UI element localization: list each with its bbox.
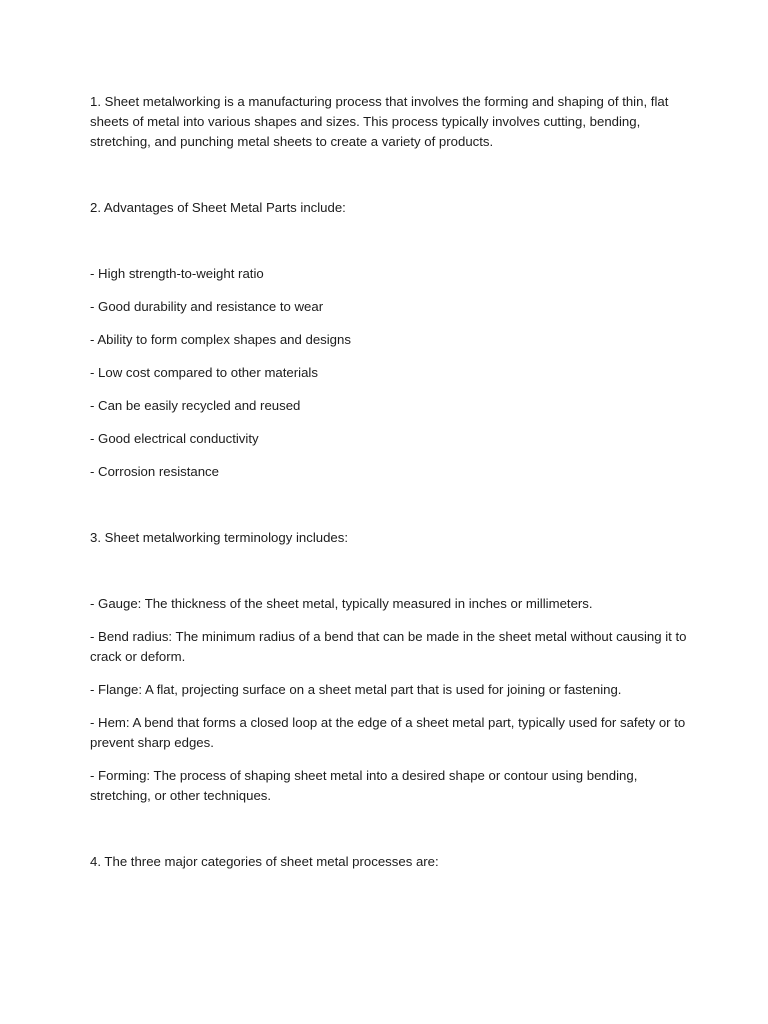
spacer <box>90 753 690 766</box>
section-4-heading: 4. The three major categories of sheet metal processes are: <box>90 854 439 869</box>
spacer <box>90 416 690 429</box>
spacer <box>90 700 690 713</box>
spacer <box>90 614 690 627</box>
terminology-item: - Gauge: The thickness of the sheet metal, typically measured in inches or millimeters. <box>90 596 593 611</box>
spacer <box>90 317 690 330</box>
terminology-item: - Forming: The process of shaping sheet metal into a desired shape or contour using bending, stretching, or other techniques. <box>90 768 638 803</box>
spacer <box>90 284 690 297</box>
spacer <box>90 218 690 264</box>
section-1-paragraph: 1. Sheet metalworking is a manufacturing process that involves the forming and shaping of thin, flat sheets of metal into various shapes and sizes. This process typically involves cutting, bending, stretching, and punching metal sheets to create a variety of products. <box>90 94 669 149</box>
section-3-heading: 3. Sheet metalworking terminology includes: <box>90 530 349 545</box>
spacer <box>90 667 690 680</box>
advantage-item: - High strength-to-weight ratio <box>90 266 264 281</box>
document-body <box>90 92 690 872</box>
advantage-item: - Corrosion resistance <box>90 464 219 479</box>
spacer <box>90 548 690 594</box>
terminology-item: - Hem: A bend that forms a closed loop at the edge of a sheet metal part, typically used for safety or to prevent sharp edges. <box>90 715 686 750</box>
terminology-item: - Bend radius: The minimum radius of a bend that can be made in the sheet metal without causing it to crack or deform. <box>90 629 687 664</box>
section-2-heading: 2. Advantages of Sheet Metal Parts include: <box>90 200 346 215</box>
advantage-item: - Good durability and resistance to wear <box>90 299 324 314</box>
advantage-item: - Can be easily recycled and reused <box>90 398 301 413</box>
spacer <box>90 383 690 396</box>
advantage-item: - Low cost compared to other materials <box>90 365 318 380</box>
spacer <box>90 449 690 462</box>
advantage-item: - Ability to form complex shapes and designs <box>90 332 351 347</box>
advantage-item: - Good electrical conductivity <box>90 431 259 446</box>
spacer <box>90 482 690 528</box>
spacer <box>90 806 690 852</box>
spacer <box>90 350 690 363</box>
terminology-item: - Flange: A flat, projecting surface on a sheet metal part that is used for joining or fastening. <box>90 682 622 697</box>
spacer <box>90 152 690 198</box>
